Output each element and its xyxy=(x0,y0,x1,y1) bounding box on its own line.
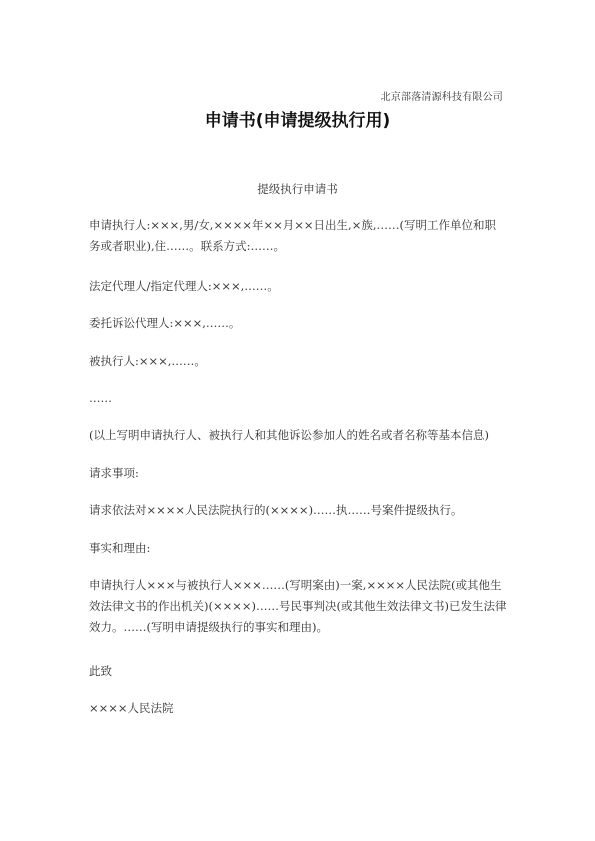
legal-representative-paragraph: 法定代理人/指定代理人:×××,……。 xyxy=(89,279,279,293)
request-heading: 请求事项: xyxy=(89,466,139,480)
document-title: 申请书(申请提级执行用) xyxy=(204,111,391,131)
closing-salutation: 此致 xyxy=(89,664,112,678)
document-subtitle: 提级执行申请书 xyxy=(257,182,338,196)
ellipsis-paragraph: …… xyxy=(89,391,112,405)
respondent-paragraph: 被执行人:×××,……。 xyxy=(89,354,206,368)
request-body: 请求依法对××××人民法院执行的(××××)……执……号案件提级执行。 xyxy=(89,503,463,517)
court-addressee: ××××人民法院 xyxy=(89,701,174,715)
facts-heading: 事实和理由: xyxy=(89,541,151,555)
facts-body: 申请执行人×××与被执行人×××……(写明案由)一案,××××人民法院(或其他生效法律文书的作出机关)(××××)……号民事判决(或其他生效法律文书)已发生法律效力。……(写明申请提级执行的事实和理由)。 xyxy=(89,578,507,634)
company-header: 北京部落清源科技有限公司 xyxy=(380,92,503,103)
note-paragraph: (以上写明申请执行人、被执行人和其他诉讼参加人的姓名或者名称等基本信息) xyxy=(89,428,489,442)
agent-paragraph: 委托诉讼代理人:×××,……。 xyxy=(89,316,241,330)
applicant-paragraph: 申请执行人:×××,男/女,××××年××月××日出生,×族,……(写明工作单位和职务或者职业),住……。联系方式:……。 xyxy=(89,218,496,253)
